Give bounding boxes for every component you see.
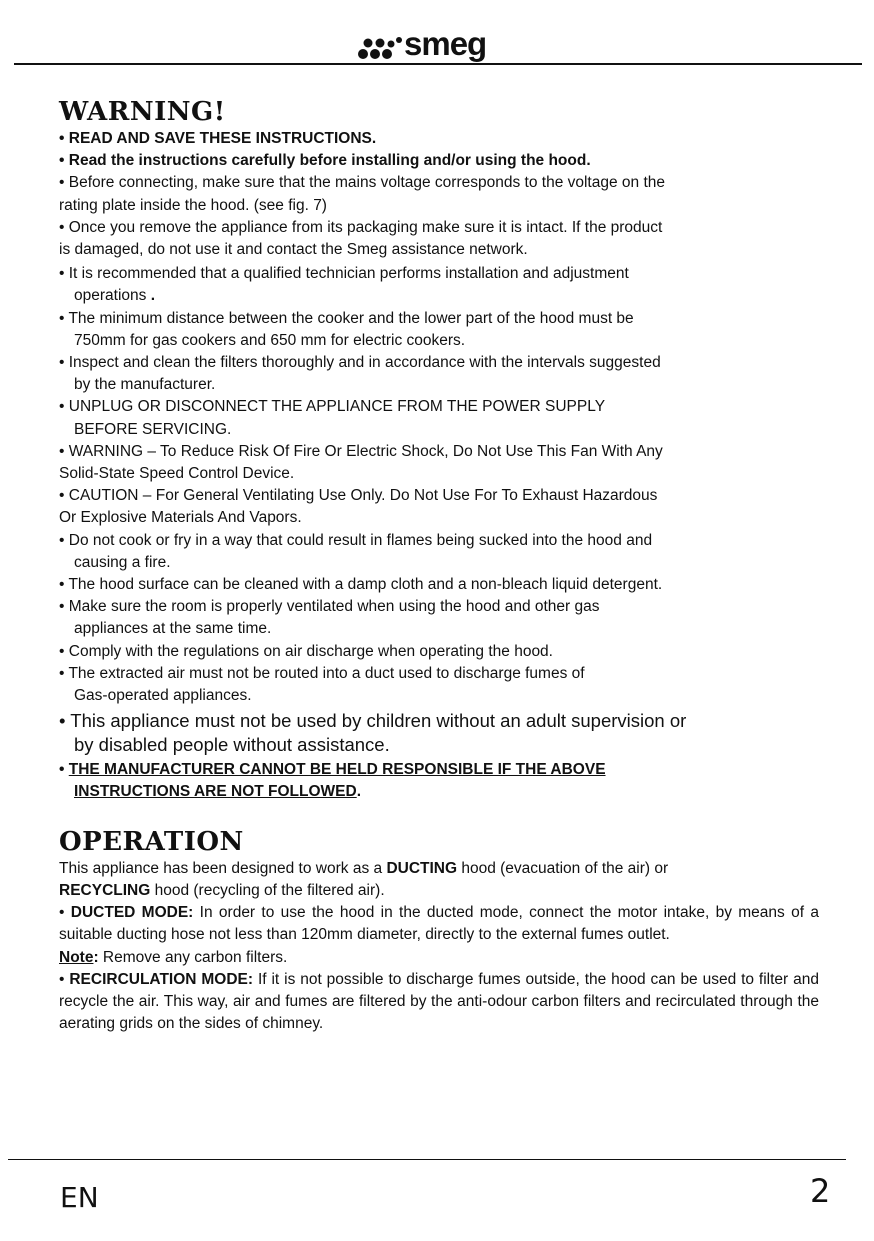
ducted-mode-paragraph — [59, 902, 819, 946]
warning-item-text: operations — [74, 287, 151, 305]
intro-text: hood (evacuation of the air) or — [457, 859, 669, 877]
warning-item-text: by disabled people without assistance. — [74, 734, 390, 756]
warning-item-text: Read the instructions carefully before installing and/or using the hood. — [68, 152, 591, 170]
bullet: • — [59, 442, 65, 460]
bullet: • — [59, 487, 65, 505]
warning-item-text: Before connecting, make sure that the mains voltage corresponds to the voltage on the — [68, 174, 666, 192]
warning-item-text: Or Explosive Materials And Vapors. — [59, 509, 302, 527]
warning-item-4 — [59, 217, 819, 261]
intro-recycling: RECYCLING — [59, 881, 151, 899]
bullet: • — [59, 576, 65, 594]
warning-item-text: This appliance must not be used by children without an adult supervision or — [70, 710, 687, 732]
warning-item-8 — [59, 396, 819, 440]
warning-item-9 — [59, 441, 819, 485]
warning-item-5 — [59, 263, 819, 307]
warning-item-17 — [59, 759, 819, 803]
recirculation-mode-paragraph — [59, 969, 819, 1036]
warning-item-text: rating plate inside the hood. (see fig. 7) — [59, 196, 327, 214]
note-paragraph — [59, 947, 819, 969]
warning-item-11 — [59, 530, 819, 574]
warning-item-text: Make sure the room is properly ventilated when using the hood and other gas — [68, 598, 600, 616]
recirculation-mode-label: RECIRCULATION MODE: — [69, 970, 254, 988]
bullet: • — [59, 354, 65, 372]
bullet: • — [59, 265, 65, 283]
warning-item-3 — [59, 172, 819, 216]
warning-item-text: appliances at the same time. — [74, 620, 272, 638]
bullet: • — [59, 642, 65, 660]
warning-item-text: . — [150, 287, 156, 305]
warning-item-text: 750mm for gas cookers and 650 mm for electric cookers. — [74, 331, 466, 349]
page-number: 2 — [810, 1172, 831, 1210]
warning-item-text: . — [356, 783, 362, 801]
page-content — [59, 96, 819, 1035]
warning-item-text: causing a fire. — [74, 553, 171, 571]
operation-intro — [59, 858, 819, 902]
warning-heading: WARNING! — [59, 97, 226, 127]
intro-text: hood (recycling of the filtered air). — [150, 881, 385, 899]
bullet: • — [59, 531, 65, 549]
footer-divider — [8, 1159, 846, 1160]
operation-heading: OPERATION — [59, 826, 244, 857]
header-divider — [14, 63, 862, 65]
bullet: • — [59, 598, 65, 616]
warning-item-text: The hood surface can be cleaned with a damp cloth and a non-bleach liquid detergent. — [68, 576, 663, 594]
warning-item-15 — [59, 663, 819, 707]
recirculation-mode-text: If it is not possible to discharge fumes outside, the hood can be used to filter and recycle the air. This way, air and fumes are filtered by the anti-odour carbon filters and recirculated through the aerating grids on the sides of chimney. — [59, 970, 819, 1033]
warning-item-13 — [59, 596, 819, 640]
bullet: • — [59, 174, 65, 192]
warning-item-text: It is recommended that a qualified technician performs installation and adjustment — [68, 265, 629, 283]
bullet: • — [59, 309, 65, 327]
warning-item-text: READ AND SAVE THESE INSTRUCTIONS. — [68, 130, 377, 147]
bullet: • — [59, 398, 65, 416]
ducted-mode-text: In order to use the hood in the ducted mode, connect the motor intake, by means of a suitable ducting hose not less than 120mm diameter, directly to the external fumes outlet. — [59, 904, 819, 944]
warning-item-text: Gas-operated appliances. — [74, 687, 252, 705]
warning-item-12 — [59, 574, 819, 596]
warning-item-text: INSTRUCTIONS ARE NOT FOLLOWED — [74, 783, 357, 801]
warning-item-text: Inspect and clean the filters thoroughly and in accordance with the intervals suggested — [68, 354, 661, 372]
bullet: • — [59, 970, 65, 988]
warning-item-10 — [59, 485, 819, 529]
bullet: • — [59, 130, 65, 147]
warning-item-1 — [59, 128, 819, 150]
warning-item-text: by the manufacturer. — [74, 376, 216, 394]
warning-item-2 — [59, 150, 819, 172]
bullet: • — [59, 761, 65, 779]
warning-item-16 — [59, 709, 819, 757]
warning-item-text: is damaged, do not use it and contact the Smeg assistance network. — [59, 241, 528, 259]
bullet: • — [59, 710, 66, 732]
brand-wordmark: smeg — [404, 28, 487, 62]
warning-item-text: The extracted air must not be routed into a duct used to discharge fumes of — [68, 664, 585, 682]
bullet: • — [59, 904, 65, 922]
smeg-logo — [354, 28, 524, 64]
note-text: Remove any carbon filters. — [98, 948, 288, 966]
note-colon: : — [93, 948, 99, 966]
note-label: Note — [59, 948, 94, 966]
bullet: • — [59, 152, 65, 170]
warning-item-14 — [59, 641, 819, 663]
warning-item-text: UNPLUG OR DISCONNECT THE APPLIANCE FROM THE POWER SUPPLY — [68, 398, 606, 416]
bullet: • — [59, 664, 65, 682]
ducted-mode-label: DUCTED MODE: — [70, 904, 194, 922]
warning-item-text: Comply with the regulations on air discharge when operating the hood. — [68, 642, 553, 660]
language-code: EN — [60, 1181, 99, 1214]
warning-item-text: WARNING – To Reduce Risk Of Fire Or Electric Shock, Do Not Use This Fan With Any — [68, 442, 663, 460]
intro-text: This appliance has been designed to work as a — [59, 859, 387, 877]
warning-item-text: The minimum distance between the cooker and the lower part of the hood must be — [68, 309, 634, 327]
warning-item-text: BEFORE SERVICING. — [74, 420, 232, 438]
page-header — [0, 0, 874, 66]
warning-item-text: Once you remove the appliance from its packaging make sure it is intact. If the product — [68, 218, 663, 236]
warning-item-text: THE MANUFACTURER CANNOT BE HELD RESPONSIBLE IF THE ABOVE — [68, 761, 606, 779]
warning-item-text: Do not cook or fry in a way that could result in flames being sucked into the hood and — [68, 531, 653, 549]
bullet: • — [59, 218, 65, 236]
warning-item-text: Solid-State Speed Control Device. — [59, 465, 295, 483]
warning-item-6 — [59, 308, 819, 352]
warning-item-text: CAUTION – For General Ventilating Use Only. Do Not Use For To Exhaust Hazardous — [68, 487, 658, 505]
warning-item-7 — [59, 352, 819, 396]
intro-ducting: DUCTING — [386, 859, 458, 877]
